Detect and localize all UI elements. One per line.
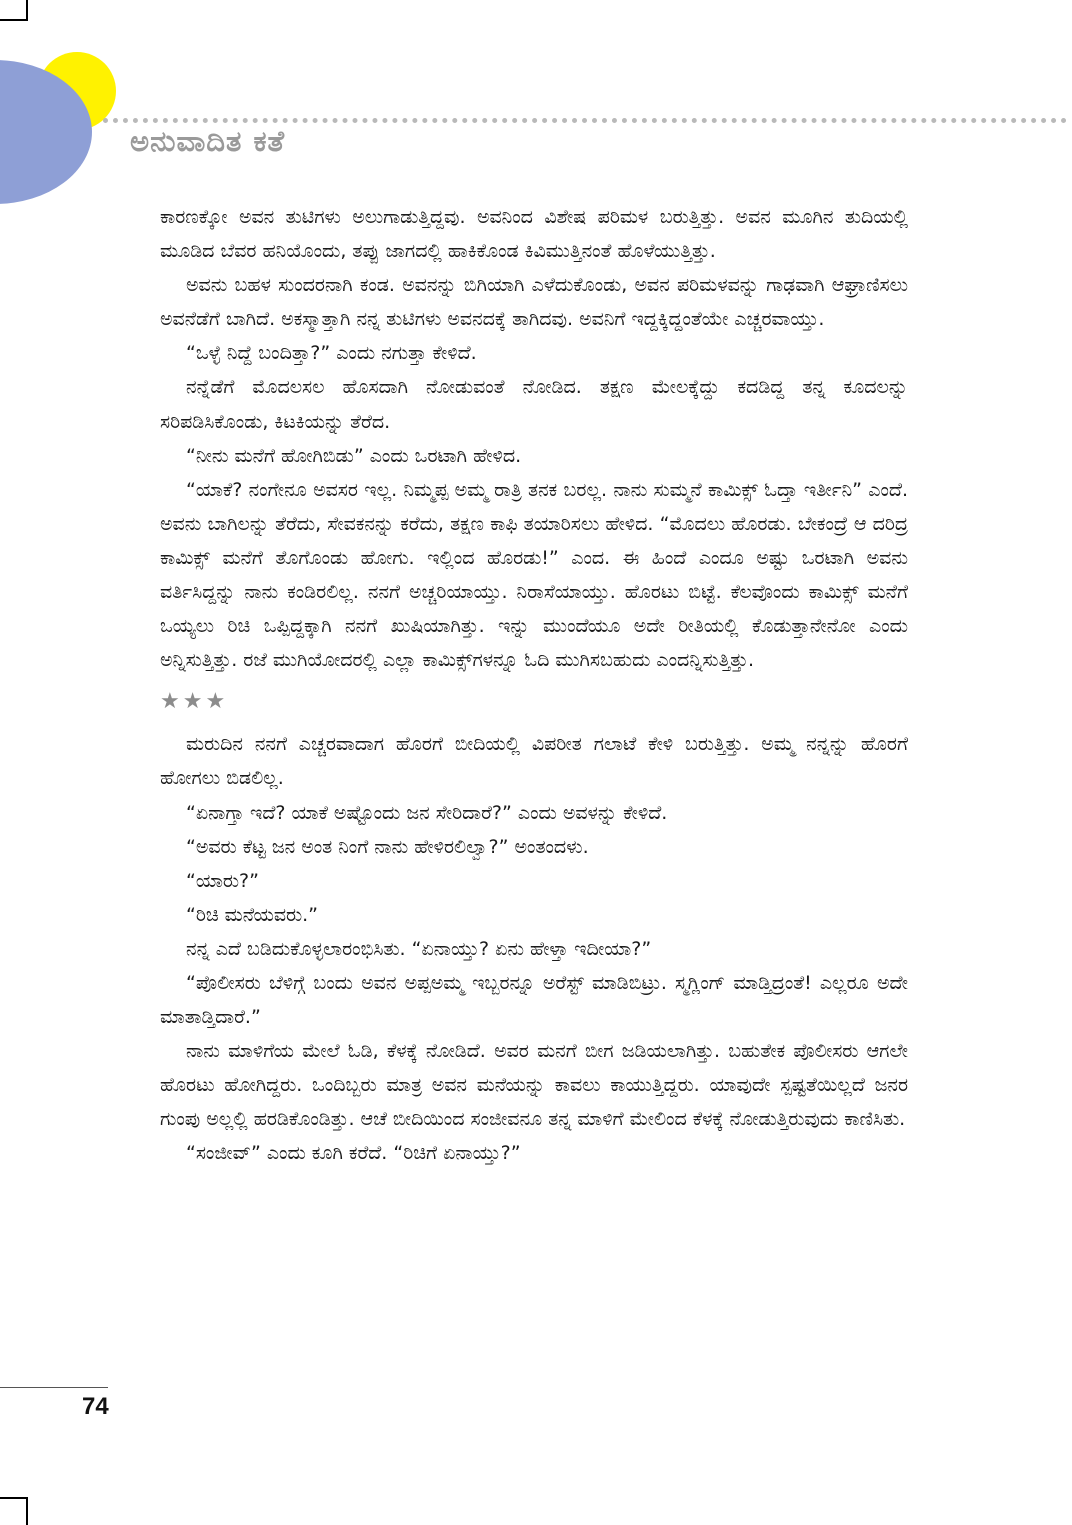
section-break-stars: ★★★ xyxy=(160,689,229,715)
paragraph: “ಪೊಲೀಸರು ಬೆಳಿಗ್ಗೆ ಬಂದು ಅವನ ಅಪ್ಪಅಮ್ಮ ಇಬ್ಬರನ್ನೂ ಅರೆಸ್ಟ್ ಮಾಡಿಬಿಟ್ರು. ಸ್ಮಗ್ಲಿಂಗ್ ಮಾಡ್ತಿದ್ರಂತೆ! ಎಲ್ಲರೂ ಅದೇ ಮಾತಾಡ್ತಿದಾರೆ.” xyxy=(160,971,908,1029)
crop-mark-top-horizontal xyxy=(0,19,28,21)
paragraph: “ಒಳ್ಳೆ ನಿದ್ದೆ ಬಂದಿತ್ತಾ?” ಎಂದು ನಗುತ್ತಾ ಕೇಳಿದೆ. xyxy=(186,342,477,365)
paragraph: ನಾನು ಮಾಳಿಗೆಯ ಮೇಲೆ ಓಡಿ, ಕೆಳಕ್ಕೆ ನೋಡಿದೆ. ಅವರ ಮನಗೆ ಬೀಗ ಜಡಿಯಲಾಗಿತ್ತು. ಬಹುತೇಕ ಪೊಲೀಸರು ಆಗಲೇ ಹೊರಟು ಹೋಗಿದ್ದರು. ಒಂದಿಬ್ಬರು ಮಾತ್ರ ಅವನ ಮನೆಯನ್ನು ಕಾವಲು ಕಾಯುತ್ತಿದ್ದರು. ಯಾವುದೇ ಸ್ಪಷ್ಟತೆಯಿಲ್ಲದೆ ಜನರ ಗುಂಪು ಅಲ್ಲಲ್ಲಿ ಹರಡಿಕೊಂಡಿತ್ತು. ಆಚೆ ಬೀದಿಯಿಂದ ಸಂಜೀವನೂ ತನ್ನ ಮಾಳಿಗೆ ಮೇಲಿಂದ ಕೆಳಕ್ಕೆ ನೋಡುತ್ತಿರುವುದು ಕಾಣಿಸಿತು. xyxy=(160,1040,908,1131)
paragraph: “ರಿಚಿ ಮನೆಯವರು.” xyxy=(186,903,318,926)
paragraph: “ಏನಾಗ್ತಾ ಇದೆ? ಯಾಕೆ ಅಷ್ಟೊಂದು ಜನ ಸೇರಿದಾರೆ?” ಎಂದು ಅವಳನ್ನು ಕೇಳಿದೆ. xyxy=(186,801,668,824)
crop-mark-bottom-horizontal xyxy=(0,1497,28,1499)
story-text xyxy=(160,200,908,1171)
paragraph: ನನ್ನ ಎದೆ ಬಡಿದುಕೊಳ್ಳಲಾರಂಭಿಸಿತು. “ಏನಾಯ್ತು? ಏನು ಹೇಳ್ತಾ ಇದೀಯಾ?” xyxy=(186,937,652,960)
paragraph: ಮರುದಿನ ನನಗೆ ಎಚ್ಚರವಾದಾಗ ಹೊರಗೆ ಬೀದಿಯಲ್ಲಿ ವಿಪರೀತ ಗಲಾಟೆ ಕೇಳಿ ಬರುತ್ತಿತ್ತು. ಅಮ್ಮ ನನ್ನನ್ನು ಹೊರಗೆ ಹೋಗಲು ಬಿಡಲಿಲ್ಲ. xyxy=(160,733,908,790)
paragraph: ಕಾರಣಕ್ಕೋ ಅವನ ತುಟಿಗಳು ಅಲುಗಾಡುತ್ತಿದ್ದವು. ಅವನಿಂದ ವಿಶೇಷ ಪರಿಮಳ ಬರುತ್ತಿತ್ತು. ಅವನ ಮೂಗಿನ ತುದಿಯಲ್ಲಿ ಮೂಡಿದ ಬೆವರ ಹನಿಯೊಂದು, ತಪ್ಪು ಜಾಗದಲ್ಲಿ ಹಾಕಿಕೊಂಡ ಕಿವಿಮುತ್ತಿನಂತೆ ಹೊಳೆಯುತ್ತಿತ್ತು. xyxy=(160,206,908,263)
paragraph: “ಯಾರು?” xyxy=(186,869,259,892)
paragraph: “ಸಂಜೀವ್” ಎಂದು ಕೂಗಿ ಕರೆದೆ. “ರಿಚಿಗೆ ಏನಾಯ್ತು?” xyxy=(186,1142,521,1165)
paragraph: “ಅವರು ಕೆಟ್ಟ ಜನ ಅಂತ ನಿಂಗೆ ನಾನು ಹೇಳಿರಲಿಲ್ವಾ?” ಅಂತಂದಳು. xyxy=(186,835,589,858)
paragraph: “ಯಾಕೆ? ನಂಗೇನೂ ಅವಸರ ಇಲ್ಲ. ನಿಮ್ಮಪ್ಪ ಅಮ್ಮ ರಾತ್ರಿ ತನಕ ಬರಲ್ಲ. ನಾನು ಸುಮ್ಮನೆ ಕಾಮಿಕ್ಸ್ ಓದ್ತಾ ಇರ್ತೀನಿ” ಎಂದೆ. ಅವನು ಬಾಗಿಲನ್ನು ತೆರೆದು, ಸೇವಕನನ್ನು ಕರೆದು, ತಕ್ಷಣ ಕಾಫಿ ತಯಾರಿಸಲು ಹೇಳಿದ. “ಮೊದಲು ಹೊರಡು. ಬೇಕಂದ್ರೆ ಆ ದರಿದ್ರ ಕಾಮಿಕ್ಸ್ ಮನೆಗೆ ತೊಗೊಂಡು ಹೋಗು. ಇಲ್ಲಿಂದ ಹೊರಡು!” ಎಂದ. ಈ ಹಿಂದೆ ಎಂದೂ ಅಷ್ಟು ಒರಟಾಗಿ ಅವನು ವರ್ತಿಸಿದ್ದನ್ನು ನಾನು ಕಂಡಿರಲಿಲ್ಲ. ನನಗೆ ಅಚ್ಚರಿಯಾಯ್ತು. ನಿರಾಸೆಯಾಯ್ತು. ಹೊರಟು ಬಿಟ್ಟೆ. ಕೆಲವೊಂದು ಕಾಮಿಕ್ಸ್ ಮನೆಗೆ ಒಯ್ಯಲು ರಿಚಿ ಒಪ್ಪಿದ್ದಕ್ಕಾಗಿ ನನಗೆ ಖುಷಿಯಾಗಿತ್ತು. ಇನ್ನು ಮುಂದೆಯೂ ಅದೇ ರೀತಿಯಲ್ಲಿ ಕೊಡುತ್ತಾನೇನೋ ಎಂದು ಅನ್ನಿಸುತ್ತಿತ್ತು. ರಜೆ ಮುಗಿಯೋದರಲ್ಲಿ ಎಲ್ಲಾ ಕಾಮಿಕ್ಸ್‌ಗಳನ್ನೂ ಓದಿ ಮುಗಿಸಬಹುದು ಎಂದನ್ನಿಸುತ್ತಿತ್ತು. xyxy=(160,478,908,672)
folio-rule xyxy=(0,1387,108,1388)
header-dotted-rule xyxy=(103,118,1067,123)
crop-mark-top-vertical xyxy=(26,0,28,20)
page-number: 74 xyxy=(82,1393,109,1420)
paragraph: ಅವನು ಬಹಳ ಸುಂದರನಾಗಿ ಕಂಡ. ಅವನನ್ನು ಬಿಗಿಯಾಗಿ ಎಳೆದುಕೊಂಡು, ಅವನ ಪರಿಮಳವನ್ನು ಗಾಢವಾಗಿ ಆಘ್ರಾಣಿಸಲು ಅವನೆಡೆಗೆ ಬಾಗಿದೆ. ಅಕಸ್ಮಾತ್ತಾಗಿ ನನ್ನ ತುಟಿಗಳು ಅವನದಕ್ಕೆ ತಾಗಿದವು. ಅವನಿಗೆ ಇದ್ದಕ್ಕಿದ್ದಂತೆಯೇ ಎಚ್ಚರವಾಯ್ತು. xyxy=(160,274,908,331)
crop-mark-bottom-vertical xyxy=(26,1497,28,1525)
paragraph: ನನ್ನೆಡೆಗೆ ಮೊದಲಸಲ ಹೊಸದಾಗಿ ನೋಡುವಂತೆ ನೋಡಿದ. ತಕ್ಷಣ ಮೇಲಕ್ಕೆದ್ದು ಕದಡಿದ್ದ ತನ್ನ ಕೂದಲನ್ನು ಸರಿಪಡಿಸಿಕೊಂಡು, ಕಿಟಕಿಯನ್ನು ತೆರೆದ. xyxy=(160,376,908,433)
paragraph: “ನೀನು ಮನೆಗೆ ಹೋಗಿಬಿಡು” ಎಂದು ಒರಟಾಗಿ ಹೇಳಿದ. xyxy=(186,444,522,467)
section-title: ಅನುವಾದಿತ ಕತೆ xyxy=(130,124,286,158)
